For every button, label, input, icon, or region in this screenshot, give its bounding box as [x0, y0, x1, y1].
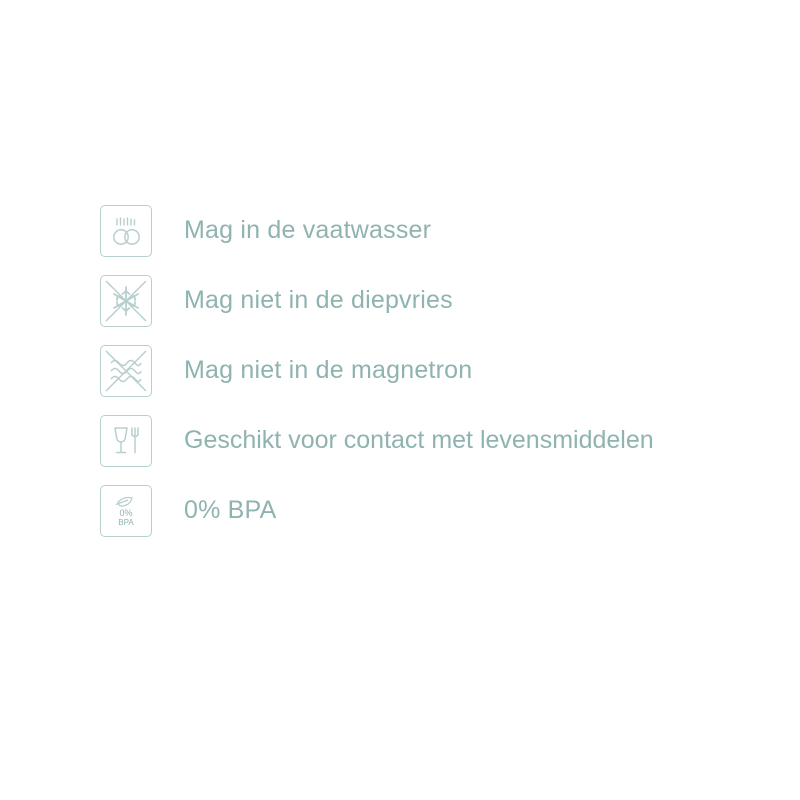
bpa-free-icon — [100, 485, 152, 537]
list-item — [100, 340, 740, 402]
spec-label: Geschikt voor contact met levensmiddelen — [184, 426, 654, 455]
food-safe-glass-fork-icon — [100, 415, 152, 467]
no-microwave-icon — [100, 345, 152, 397]
spec-list — [100, 200, 740, 550]
spec-label: 0% BPA — [184, 496, 277, 525]
list-item — [100, 270, 740, 332]
dishwasher-safe-icon — [100, 205, 152, 257]
spec-label: Mag niet in de diepvries — [184, 286, 453, 315]
list-item — [100, 410, 740, 472]
list-item — [100, 480, 740, 542]
svg-text:BPA: BPA — [118, 518, 134, 527]
svg-text:0%: 0% — [119, 508, 133, 518]
no-freezer-icon — [100, 275, 152, 327]
spec-label: Mag in de vaatwasser — [184, 216, 432, 245]
list-item — [100, 200, 740, 262]
spec-label: Mag niet in de magnetron — [184, 356, 473, 385]
